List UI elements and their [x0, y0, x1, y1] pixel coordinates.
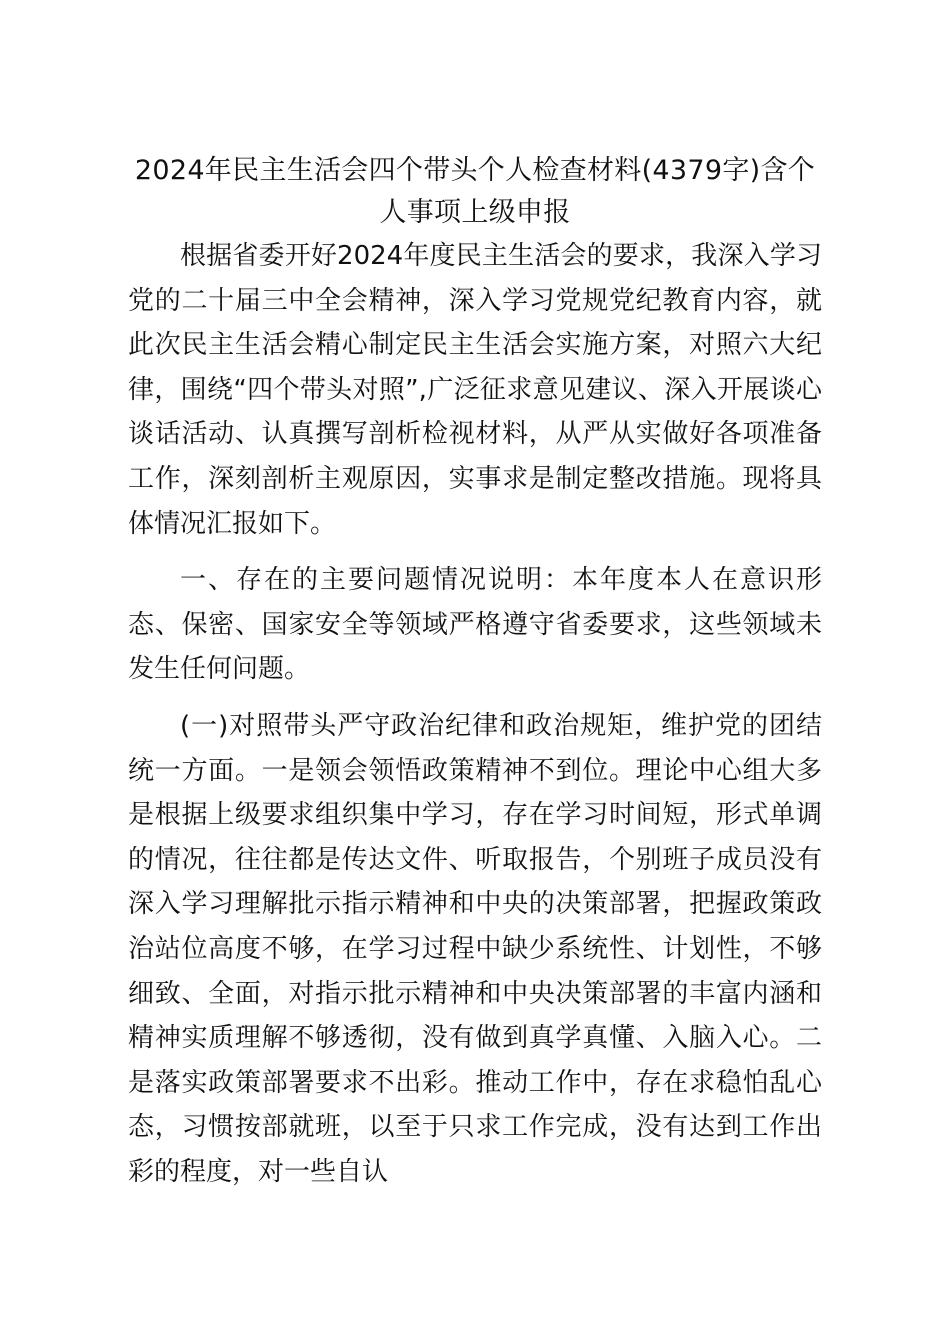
paragraph-subsection-one: (一)对照带头严守政治纪律和政治规矩，维护党的团结统一方面。一是领会领悟政策精神不到位。理论中心组大多是根据上级要求组织集中学习，存在学习时间短，形式单调的情况，往往都是传达文件、听取报告，个别班子成员没有深入学习理解批示指示精神和中央的决策部署，把握政策政治站位高度不够，在学习过程中缺少系统性、计划性，不够细致、全面，对指示批示精神和中央决策部署的丰富内涵和精神实质理解不够透彻，没有做到真学真懂、入脑入心。二是落实政策部署要求不出彩。推动工作中，存在求稳怕乱心态，习惯按部就班，以至于只求工作完成，没有达到工作出彩的程度，对一些自认 [128, 710, 822, 1187]
paragraph-intro: 根据省委开好2024年度民主生活会的要求，我深入学习党的二十届三中全会精神，深入学习党规党纪教育内容，就此次民主生活会精心制定民主生活会实施方案，对照六大纪律，围绕“四个带头对照”,广泛征求意见建议、深入开展谈心谈话活动、认真撰写剖析检视材料，从严从实做好各项准备工作，深刻剖析主观原因，实事求是制定整改措施。现将具体情况汇报如下。 [128, 241, 822, 539]
document-page [128, 150, 822, 1194]
document-title: 2024年民主生活会四个带头个人检查材料(4379字)含个人事项上级申报 [134, 155, 816, 228]
paragraph-section-one: 一、存在的主要问题情况说明：本年度本人在意识形态、保密、国家安全等领域严格遵守省委要求，这些领域未发生任何问题。 [128, 565, 822, 685]
